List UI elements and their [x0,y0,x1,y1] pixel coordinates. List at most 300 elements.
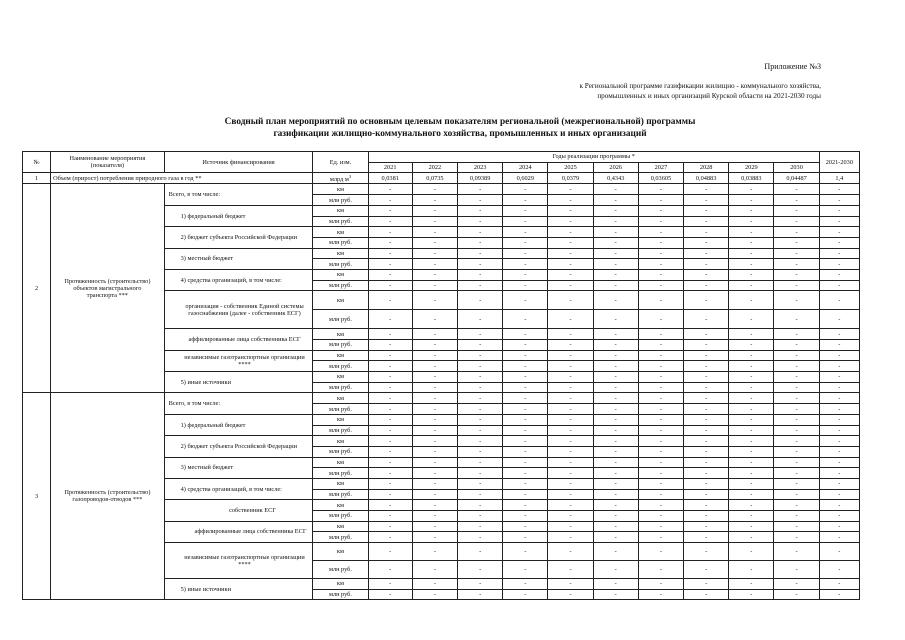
value-cell: - [412,329,457,340]
value-cell: - [503,457,548,468]
value-cell: - [684,237,729,248]
value-cell: - [729,561,774,579]
value-cell: - [638,248,683,259]
value-cell: - [593,468,638,479]
value-cell: - [458,579,503,590]
value-cell: - [638,446,683,457]
value-cell: - [458,237,503,248]
value-cell: - [774,350,819,361]
appendix-number: Приложение №3 [764,62,821,71]
value-cell: - [774,457,819,468]
value-cell: - [819,280,859,291]
unit-cell: км [313,500,368,511]
value-cell: - [368,310,412,329]
value-cell: - [412,195,457,206]
value-cell: - [774,382,819,393]
value-cell: - [774,404,819,415]
table-row [23,184,860,195]
value-cell: - [819,269,859,280]
value-cell: - [819,361,859,372]
source-label: 2) бюджет субъекта Российской Федерации [164,227,313,248]
value-cell: - [368,414,412,425]
header-year: 2025 [548,162,593,173]
value-cell: - [729,184,774,195]
unit-cell: млн руб. [313,404,368,415]
value-cell: - [729,361,774,372]
value-cell: - [729,248,774,259]
value-cell: - [729,589,774,600]
source-label: 3) местный бюджет [164,457,313,478]
value-cell: - [458,248,503,259]
value-cell: - [548,393,593,404]
value-cell: - [458,425,503,436]
value-cell: - [819,310,859,329]
document-title [150,116,770,140]
value-cell: - [729,372,774,383]
value-cell: - [412,310,457,329]
value-cell: - [774,361,819,372]
value-cell: - [458,340,503,351]
value-cell: - [638,393,683,404]
value-cell: - [729,457,774,468]
value-cell: - [638,489,683,500]
row-1-total: 1,4 [819,173,859,184]
value-cell: - [593,561,638,579]
row-1-unit [313,173,368,184]
value-cell: - [684,310,729,329]
value-cell: - [774,280,819,291]
value-cell: - [368,237,412,248]
value-cell: - [684,350,729,361]
value-cell: - [593,205,638,216]
value-cell: - [368,195,412,206]
value-cell: - [774,511,819,522]
value-cell: - [458,372,503,383]
value-cell: - [684,184,729,195]
row-1 [23,173,860,184]
value-cell: - [548,248,593,259]
value-cell: - [729,404,774,415]
value-cell: - [593,269,638,280]
value-cell: - [819,478,859,489]
value-cell: - [412,478,457,489]
value-cell: - [819,500,859,511]
value-cell: - [593,404,638,415]
header-year: 2028 [684,162,729,173]
value-cell: - [819,468,859,479]
value-cell: - [593,227,638,238]
value-cell: - [774,205,819,216]
value-cell: - [503,589,548,600]
value-cell: - [819,227,859,238]
value-cell: - [412,184,457,195]
value-cell: - [774,184,819,195]
value-cell: - [638,511,683,522]
value-cell: - [548,372,593,383]
source-label: аффилированные лица собственника ЕСГ [164,521,313,542]
value-cell: - [729,216,774,227]
source-label: 4) средства организаций, в том числе: [164,269,313,290]
value-cell: - [458,446,503,457]
value-cell: - [368,372,412,383]
unit-cell: млн руб. [313,259,368,270]
value-cell: - [684,382,729,393]
value-cell: - [458,259,503,270]
value-cell: - [684,468,729,479]
value-cell: - [548,310,593,329]
unit-cell: млн руб. [313,446,368,457]
value-cell: - [593,446,638,457]
value-cell: - [593,382,638,393]
table-row [23,393,860,404]
value-cell: - [774,227,819,238]
value-cell: - [819,511,859,522]
unit-cell: км [313,184,368,195]
value-cell: - [412,280,457,291]
value-cell: - [684,579,729,590]
value-cell: - [684,521,729,532]
value-cell: - [684,478,729,489]
value-cell: - [638,184,683,195]
value-cell: - [729,205,774,216]
header-years-group: Годы реализации программы * [368,152,819,163]
value-cell: - [548,259,593,270]
value-cell: - [368,532,412,543]
value-cell: - [548,468,593,479]
value-cell: - [774,425,819,436]
value-cell: - [548,361,593,372]
value-cell: - [368,521,412,532]
value-cell: - [774,436,819,447]
value-cell: - [368,425,412,436]
unit-cell: км [313,248,368,259]
header-row-1 [23,152,860,163]
unit-cell: млн руб. [313,561,368,579]
value-cell: - [503,543,548,561]
value-cell: - [819,561,859,579]
value-cell: - [458,227,503,238]
value-cell: - [684,205,729,216]
value-cell: - [593,184,638,195]
value-cell: - [638,468,683,479]
value-cell: - [503,425,548,436]
value-cell: - [593,543,638,561]
value-cell: - [368,468,412,479]
row-1-value: 0,04883 [684,173,729,184]
value-cell: - [412,259,457,270]
value-cell: - [368,269,412,280]
value-cell: - [593,216,638,227]
value-cell: - [684,195,729,206]
value-cell: - [819,291,859,310]
value-cell: - [774,291,819,310]
value-cell: - [412,489,457,500]
value-cell: - [368,280,412,291]
value-cell: - [593,589,638,600]
value-cell: - [458,436,503,447]
value-cell: - [368,543,412,561]
unit-cell: млн руб. [313,237,368,248]
value-cell: - [593,436,638,447]
value-cell: - [774,259,819,270]
value-cell: - [503,468,548,479]
unit-cell: млн руб. [313,468,368,479]
value-cell: - [412,350,457,361]
value-cell: - [458,511,503,522]
value-cell: - [684,361,729,372]
value-cell: - [368,393,412,404]
value-cell: - [819,446,859,457]
source-label: собственник ЕСГ [164,500,313,521]
unit-cell: млн руб. [313,425,368,436]
unit-cell: км [313,372,368,383]
row-1-value: 0,0735 [412,173,457,184]
value-cell: - [458,500,503,511]
value-cell: - [774,340,819,351]
value-cell: - [819,457,859,468]
value-cell: - [593,310,638,329]
value-cell: - [593,521,638,532]
source-label: Всего, в том числе: [164,184,313,205]
source-label: Всего, в том числе: [164,393,313,414]
value-cell: - [593,329,638,340]
value-cell: - [729,269,774,280]
value-cell: - [593,340,638,351]
value-cell: - [774,393,819,404]
value-cell: - [503,291,548,310]
value-cell: - [412,589,457,600]
source-label: 5) иные источники [164,579,313,600]
value-cell: - [368,500,412,511]
value-cell: - [638,216,683,227]
value-cell: - [729,500,774,511]
value-cell: - [638,227,683,238]
row-1-value: 0,6029 [503,173,548,184]
row2-num: 2 [23,184,51,393]
value-cell: - [412,532,457,543]
value-cell: - [729,340,774,351]
value-cell: - [729,280,774,291]
source-label: независимые газотранспортные организации **** [164,350,313,371]
value-cell: - [458,532,503,543]
value-cell: - [638,521,683,532]
value-cell: - [729,382,774,393]
value-cell: - [684,543,729,561]
value-cell: - [819,393,859,404]
value-cell: - [548,350,593,361]
row-1-value: 0,4343 [593,173,638,184]
value-cell: - [593,414,638,425]
value-cell: - [503,237,548,248]
value-cell: - [368,227,412,238]
value-cell: - [548,425,593,436]
source-label: аффилированные лица собственника ЕСГ [164,329,313,350]
unit-cell: млн руб. [313,310,368,329]
value-cell: - [412,511,457,522]
value-cell: - [593,511,638,522]
value-cell: - [503,382,548,393]
unit-cell: млн руб. [313,361,368,372]
header-year: 2022 [412,162,457,173]
value-cell: - [774,579,819,590]
unit-cell: км [313,329,368,340]
value-cell: - [729,227,774,238]
value-cell: - [548,184,593,195]
value-cell: - [774,561,819,579]
value-cell: - [638,237,683,248]
value-cell: - [368,340,412,351]
value-cell: - [458,414,503,425]
value-cell: - [684,269,729,280]
value-cell: - [729,393,774,404]
value-cell: - [593,248,638,259]
value-cell: - [819,259,859,270]
value-cell: - [684,291,729,310]
value-cell: - [503,478,548,489]
unit-cell: км [313,269,368,280]
source-label: независимые газотранспортные организации **** [164,543,313,579]
value-cell: - [819,436,859,447]
header-year: 2021 [368,162,412,173]
value-cell: - [368,446,412,457]
value-cell: - [593,500,638,511]
value-cell: - [458,361,503,372]
value-cell: - [593,350,638,361]
value-cell: - [548,195,593,206]
value-cell: - [503,340,548,351]
value-cell: - [774,446,819,457]
value-cell: - [638,291,683,310]
value-cell: - [503,446,548,457]
row-1-value: 0,03883 [729,173,774,184]
value-cell: - [458,521,503,532]
value-cell: - [412,414,457,425]
value-cell: - [458,457,503,468]
value-cell: - [684,446,729,457]
value-cell: - [774,414,819,425]
value-cell: - [548,404,593,415]
value-cell: - [819,521,859,532]
value-cell: - [819,237,859,248]
unit-cell: км [313,436,368,447]
value-cell: - [638,259,683,270]
unit-cell: млн руб. [313,532,368,543]
unit-cell: км [313,543,368,561]
value-cell: - [593,280,638,291]
value-cell: - [593,425,638,436]
value-cell: - [458,184,503,195]
value-cell: - [774,310,819,329]
header-year: 2024 [503,162,548,173]
value-cell: - [593,361,638,372]
value-cell: - [368,361,412,372]
unit-cell: км [313,291,368,310]
value-cell: - [548,521,593,532]
unit-cell: млн руб. [313,195,368,206]
value-cell: - [412,457,457,468]
value-cell: - [684,340,729,351]
value-cell: - [548,511,593,522]
value-cell: - [412,269,457,280]
value-cell: - [593,195,638,206]
value-cell: - [684,489,729,500]
value-cell: - [638,382,683,393]
source-label: 1) федеральный бюджет [164,414,313,435]
value-cell: - [503,205,548,216]
value-cell: - [774,329,819,340]
value-cell: - [368,589,412,600]
value-cell: - [412,404,457,415]
row-1-unit-sup: 3 [348,174,352,180]
value-cell: - [729,195,774,206]
value-cell: - [503,393,548,404]
value-cell: - [638,404,683,415]
value-cell: - [458,329,503,340]
value-cell: - [458,478,503,489]
value-cell: - [548,489,593,500]
value-cell: - [368,382,412,393]
value-cell: - [593,372,638,383]
value-cell: - [412,237,457,248]
value-cell: - [503,404,548,415]
value-cell: - [593,237,638,248]
appendix-line-1: к Региональной программе газификации жилищно - коммунального хозяйства, [579,82,821,90]
row3-num: 3 [23,393,51,600]
value-cell: - [368,404,412,415]
row-1-value: 0,0379 [548,173,593,184]
value-cell: - [548,269,593,280]
unit-cell: млн руб. [313,511,368,522]
value-cell: - [412,521,457,532]
value-cell: - [729,237,774,248]
value-cell: - [684,589,729,600]
value-cell: - [412,216,457,227]
value-cell: - [368,205,412,216]
source-label: организация - собственник Единой системы газоснабжения (далее - собственник ЕСГ) [164,291,313,329]
value-cell: - [638,269,683,280]
value-cell: - [638,310,683,329]
value-cell: - [638,561,683,579]
value-cell: - [548,291,593,310]
value-cell: - [638,414,683,425]
value-cell: - [548,227,593,238]
value-cell: - [503,269,548,280]
value-cell: - [638,280,683,291]
value-cell: - [729,468,774,479]
value-cell: - [458,589,503,600]
unit-cell: км [313,521,368,532]
value-cell: - [503,436,548,447]
value-cell: - [412,436,457,447]
value-cell: - [774,216,819,227]
value-cell: - [774,589,819,600]
source-label: 3) местный бюджет [164,248,313,269]
value-cell: - [819,350,859,361]
header-source: Источник финансирования [164,152,313,173]
value-cell: - [503,184,548,195]
value-cell: - [458,561,503,579]
value-cell: - [412,468,457,479]
value-cell: - [819,248,859,259]
value-cell: - [638,436,683,447]
value-cell: - [684,532,729,543]
value-cell: - [368,259,412,270]
value-cell: - [638,372,683,383]
value-cell: - [774,468,819,479]
value-cell: - [729,259,774,270]
source-label: 2) бюджет субъекта Российской Федерации [164,436,313,457]
value-cell: - [548,436,593,447]
